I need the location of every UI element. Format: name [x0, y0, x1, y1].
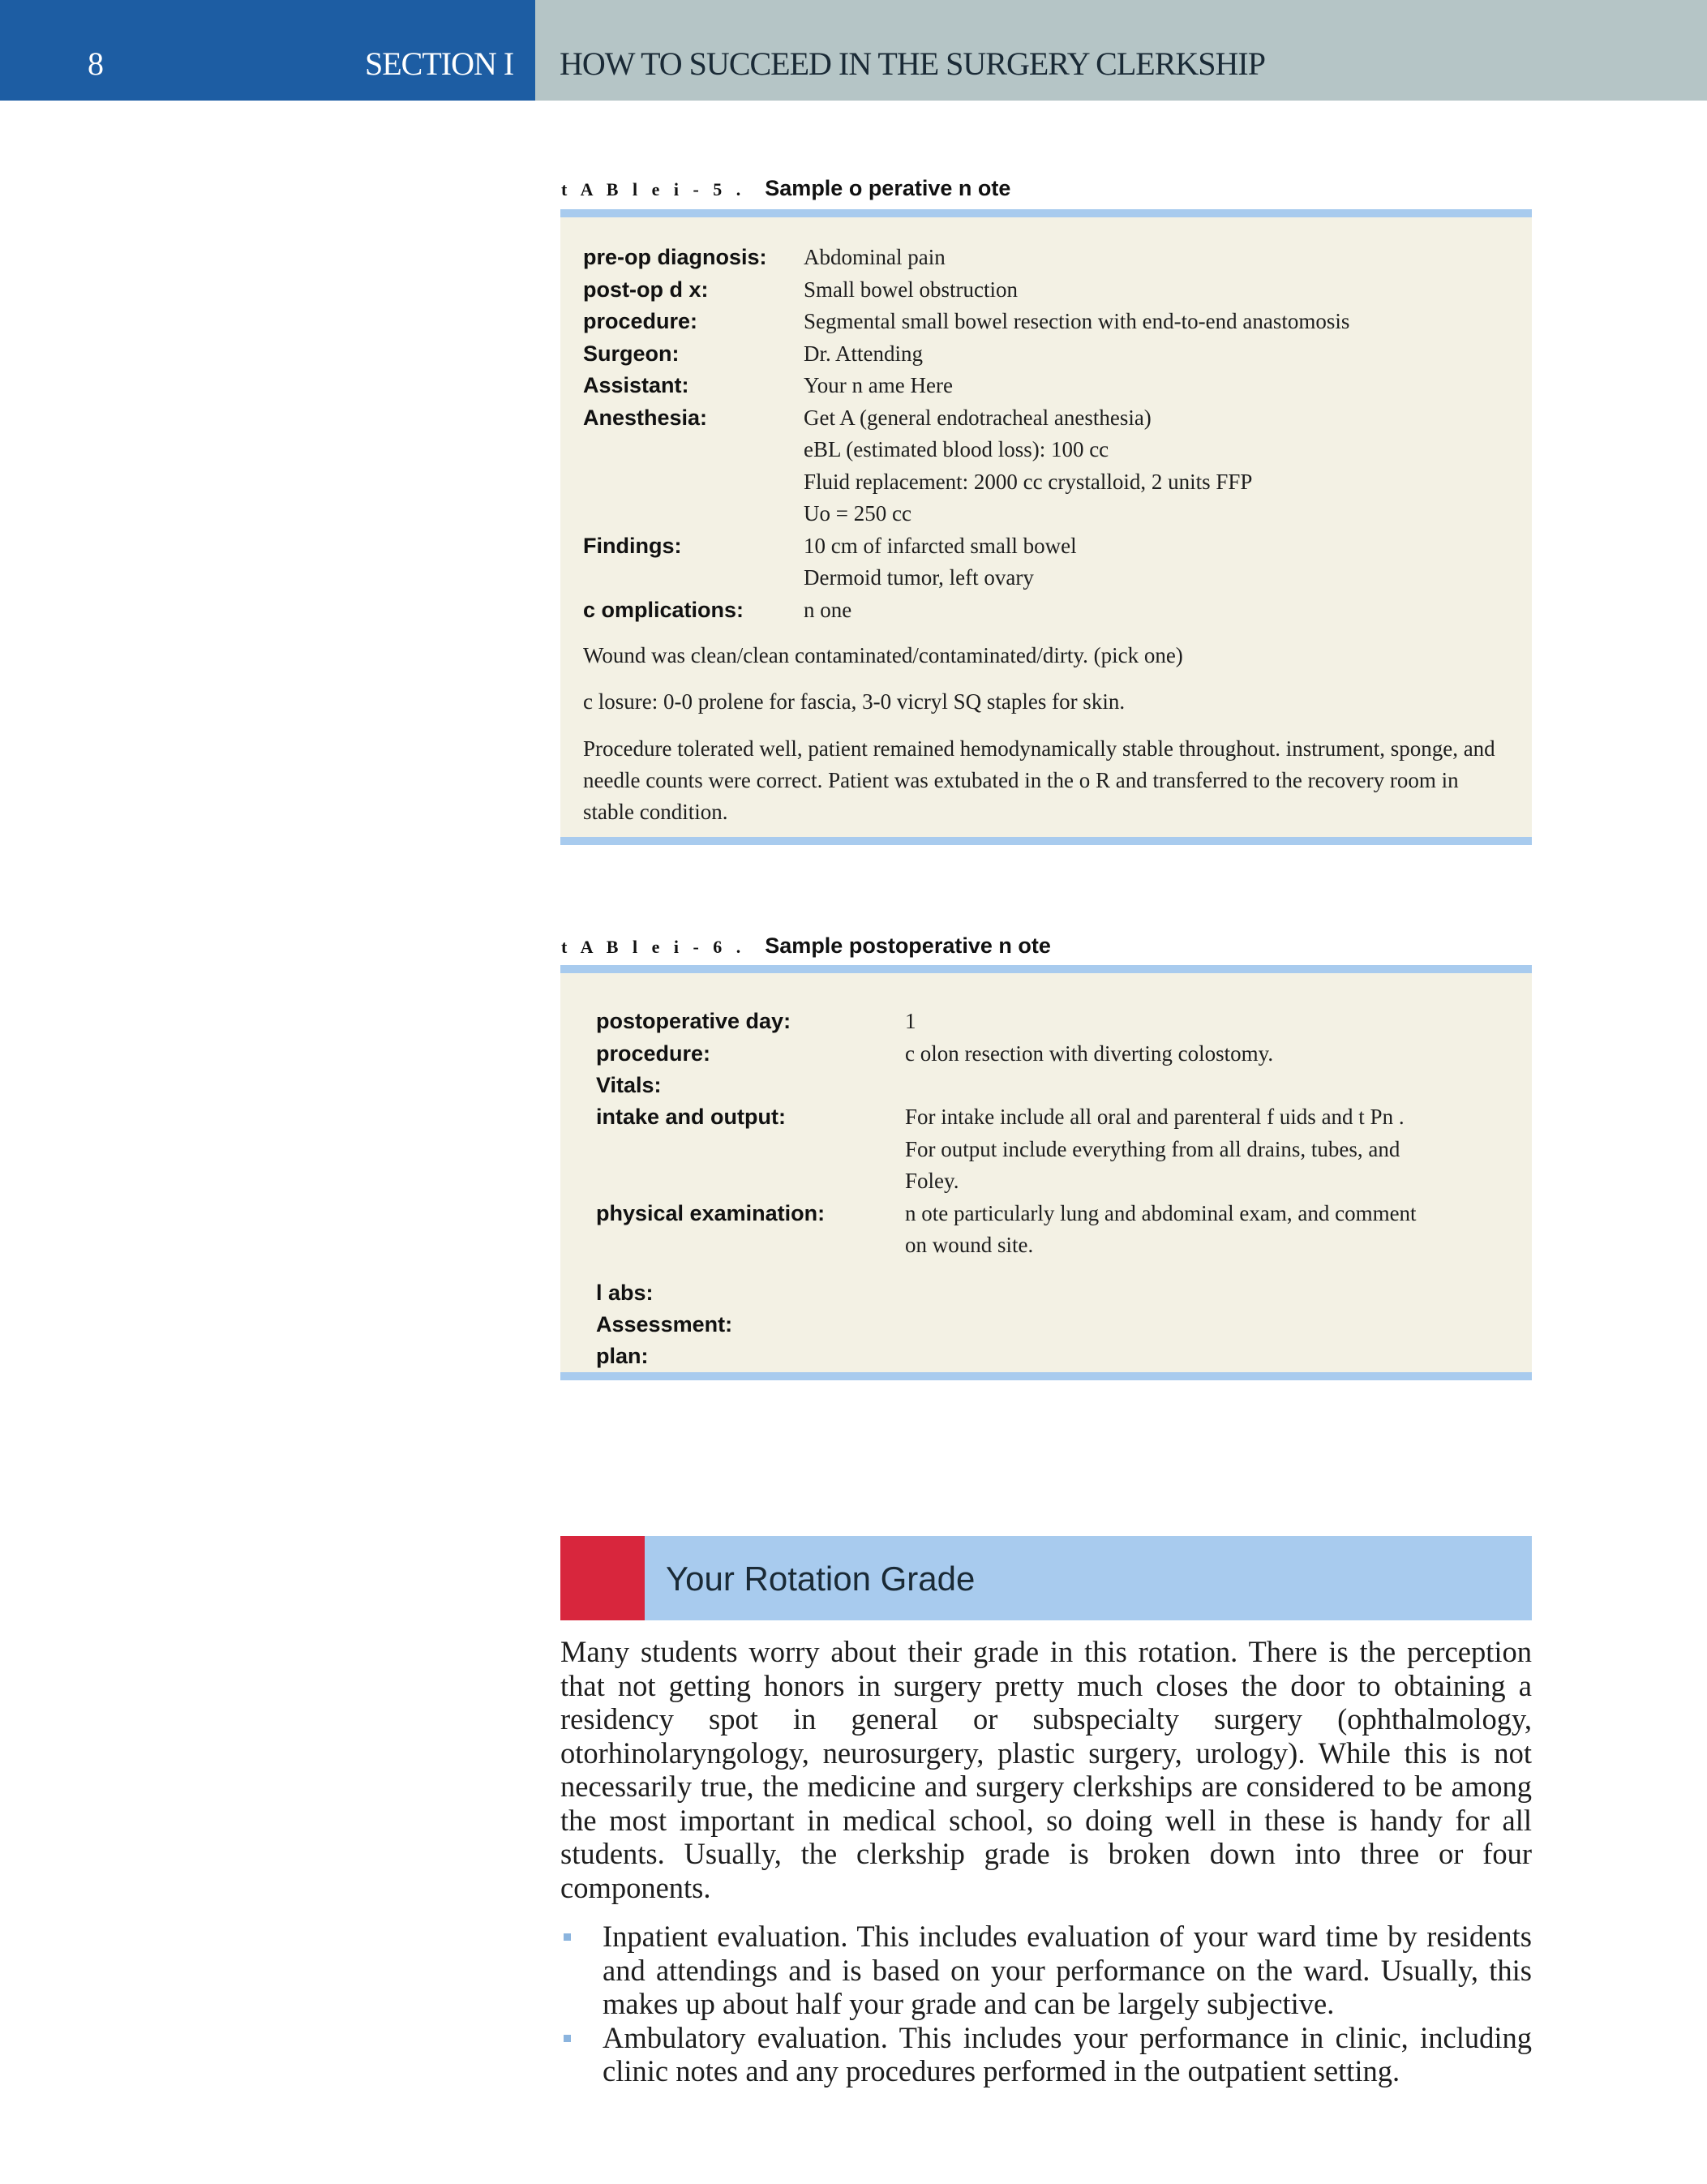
table-5-value: 10 cm of infarcted small bowel	[804, 534, 1077, 558]
chapter-title: HOW TO SUCCEED IN THE SURGERY CLERKSHIP	[560, 45, 1265, 82]
table-5-value: eBL (estimated blood loss): 100 cc	[804, 437, 1109, 461]
table-6-value: 1	[905, 1009, 916, 1033]
table-5-label: pre-op diagnosis:	[583, 245, 767, 269]
table-6-value: For intake include all oral and parenteral f uids and t Pn .	[905, 1105, 1405, 1129]
table-6-label: procedure:	[596, 1041, 711, 1066]
table-5-box	[560, 209, 1532, 845]
table-5-label: Anesthesia:	[583, 405, 708, 430]
rotation-grade-bullets	[560, 1920, 1532, 2088]
table-5-label: c omplications:	[583, 598, 744, 622]
table-5-label: Assistant:	[583, 373, 689, 397]
table-5-label: Surgeon:	[583, 341, 680, 366]
table-6-label: plan:	[596, 1344, 649, 1368]
table-5-value: Your n ame Here	[804, 373, 953, 397]
table-6-label: l abs:	[596, 1281, 654, 1305]
table-6-label: intake and output:	[596, 1105, 786, 1129]
table-6-label: Vitals:	[596, 1073, 662, 1097]
table-5-label: Findings:	[583, 534, 682, 558]
table-5-value: Uo = 250 cc	[804, 501, 911, 526]
heading-accent-block	[560, 1536, 645, 1620]
rotation-grade-heading	[560, 1536, 1532, 1620]
table-6-value: Foley.	[905, 1169, 959, 1193]
table-6-value: on wound site.	[905, 1233, 1034, 1257]
bullet-text: Ambulatory evaluation. This includes your performance in clinic, including clinic notes and any procedures performed in the outpatient setting.	[603, 2020, 1532, 2087]
page-header	[0, 0, 1707, 101]
table-6-box	[560, 965, 1532, 1380]
list-item	[560, 1920, 1532, 2021]
table-5-caption	[561, 174, 1010, 204]
table-5-label: procedure:	[583, 309, 698, 333]
table-5-label: post-op d x:	[583, 277, 709, 302]
table-5-value: Small bowel obstruction	[804, 277, 1018, 302]
section-label: SECTION I	[365, 45, 514, 82]
table-6-label: Assessment:	[596, 1312, 733, 1337]
bullet-square-icon	[564, 2035, 571, 2042]
table-5-value: Dr. Attending	[804, 341, 923, 366]
table-5-value: Segmental small bowel resection with end-to-end anastomosis	[804, 309, 1350, 333]
list-item	[560, 2021, 1532, 2088]
rotation-grade-paragraph: Many students worry about their grade in this rotation. There is the perception that not getting honors in surgery pretty much closes the door to obtaining a residency spot in general or subspecialty surgery (ophthalmology, otorhinolaryngology, neurosurgery, plastic surgery, urology). While this is not necessarily true, the medicine and surgery clerkships are considered to be among the most important in medical school, so doing well in these is handy for all students. Usually, the clerkship grade is broken down into three or four components.	[560, 1635, 1532, 1904]
table-5-wound-note: Wound was clean/clean contaminated/contaminated/dirty. (pick one)	[583, 643, 1183, 667]
table-6-value: For output include everything from all drains, tubes, and	[905, 1137, 1400, 1161]
table-5-closure-note: c losure: 0-0 prolene for fascia, 3-0 vicryl SQ staples for skin.	[583, 689, 1126, 714]
bullet-text: Inpatient evaluation. This includes evaluation of your ward time by residents and attendings and is based on your performance on the ward. Usually, this makes up about half your grade and can be largely subjective.	[603, 1920, 1532, 2020]
rotation-grade-title: Your Rotation Grade	[666, 1560, 976, 1598]
table-6-number: t A B l e i - 6 .	[561, 937, 746, 957]
table-5-value: n one	[804, 598, 852, 622]
table-5-procedure-note: Procedure tolerated well, patient remained hemodynamically stable throughout. instrument, sponge, and needle counts were correct. Patient was extubated in the o R and transferred to the recovery room in stable condition.	[583, 736, 1495, 824]
table-5-value: Get A (general endotracheal anesthesia)	[804, 405, 1152, 430]
table-5-value: Abdominal pain	[804, 245, 946, 269]
table-6-title: Sample postoperative n ote	[765, 933, 1051, 958]
table-6-value: n ote particularly lung and abdominal exam, and comment	[905, 1201, 1417, 1225]
table-6-label: postoperative day:	[596, 1009, 791, 1033]
table-6-caption	[561, 931, 1051, 962]
table-5-title: Sample o perative n ote	[765, 176, 1011, 200]
table-5-value: Dermoid tumor, left ovary	[804, 565, 1034, 590]
bullet-square-icon	[564, 1933, 571, 1941]
table-5-number: t A B l e i - 5 .	[561, 179, 746, 200]
table-5-value: Fluid replacement: 2000 cc crystalloid, 2 units FFP	[804, 470, 1253, 494]
page-number: 8	[88, 45, 104, 82]
table-6-value: c olon resection with diverting colostomy.	[905, 1041, 1274, 1066]
table-6-label: physical examination:	[596, 1201, 826, 1225]
